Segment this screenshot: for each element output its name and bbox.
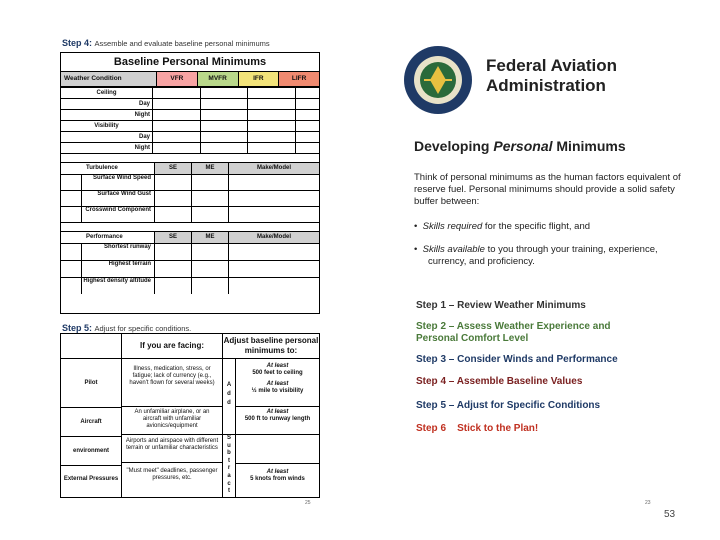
environment-desc: Airports and airspace with different terrain or unfamiliar characteristics (122, 435, 222, 463)
add-letter: d (227, 391, 231, 397)
step5-desc: Adjust for specific conditions. (94, 324, 192, 333)
org-line-1: Federal Aviation (486, 56, 617, 75)
aircraft-desc: An unfamiliar airplane, or an aircraft with unfamiliar avionics/equipment (122, 407, 222, 435)
visibility-night: Night (61, 143, 153, 154)
adjust-header: Adjust baseline personal minimums to: (223, 336, 319, 355)
performance-label: Performance (61, 232, 155, 243)
visibility-day: Day (61, 132, 153, 143)
bullet-1-em: Skills required (422, 221, 483, 232)
bullet-dot: • (414, 221, 423, 232)
heading-em: Personal (493, 138, 553, 154)
weather-header-row (61, 72, 319, 87)
step-5: Step 5 – Adjust for Specific Conditions (416, 400, 601, 411)
vfr-cell: VFR (157, 72, 198, 86)
performance-header-row (61, 232, 319, 244)
turb-me: ME (192, 163, 229, 174)
performance-rows (61, 244, 319, 294)
external-desc: "Must meet" deadlines, passenger pressures, etc. (126, 468, 218, 481)
step-2: Step 2 – Assess Weather Experience and Personal Comfort Level (416, 321, 611, 344)
factor-aircraft: Aircraft (61, 408, 121, 437)
bullet-2-em: Skills available (422, 244, 485, 255)
subtract-label (223, 435, 235, 497)
step-4: Step 4 – Assemble Baseline Values (416, 376, 583, 387)
subtract-letter: b (227, 450, 231, 457)
turbulence-label: Turbulence (61, 163, 155, 174)
bullet-2-rest: to you through your training, experience, currency, and proficiency. (428, 244, 658, 267)
perf-se: SE (155, 232, 192, 243)
add-label (223, 359, 235, 435)
weather-grid (61, 87, 319, 154)
subtract-letter: t (228, 457, 230, 464)
step-3: Step 3 – Consider Winds and Performance (416, 354, 618, 365)
aircraft-adj-2: 500 ft to runway length (244, 416, 311, 422)
bullet-1 (414, 221, 686, 233)
pilot-adj-3: At least (266, 381, 289, 387)
page-heading (414, 138, 626, 154)
pilot-adj-1: At least (266, 363, 289, 369)
footer-page-left: 25 (305, 500, 311, 506)
surface-wind-speed: Surface Wind Speed (82, 175, 155, 190)
add-letter: A (226, 382, 232, 388)
pilot-adj-4: ½ mile to visibility (251, 388, 304, 394)
ceiling-label: Ceiling (61, 88, 153, 99)
mvfr-cell: MVFR (198, 72, 239, 86)
org-name (486, 56, 617, 96)
step4-title: Step 4: (62, 38, 93, 48)
step5-title: Step 5: (62, 323, 93, 333)
perf-me: ME (192, 232, 229, 243)
ifr-cell: IFR (239, 72, 280, 86)
org-line-2: Administration (486, 76, 606, 95)
bullet-1-rest: for the specific flight, and (484, 221, 591, 232)
turbulence-rows (61, 175, 319, 223)
weather-condition-label: Weather Condition (61, 72, 157, 86)
page-number: 53 (664, 509, 676, 520)
step4-heading (62, 38, 332, 48)
aircraft-adj-1: At least (266, 409, 289, 415)
subtract-letter: c (227, 480, 231, 487)
faa-seal-icon (402, 44, 474, 116)
pilot-desc: Illness, medication, stress, or fatigue; lack of currency (e.g., haven't flown for several weeks) (122, 359, 222, 407)
steps-list (416, 300, 666, 435)
subtract-letter: a (227, 472, 231, 479)
perf-make-model: Make/Model (229, 232, 319, 243)
shortest-runway: Shortest runway (82, 244, 155, 260)
heading-post: Minimums (556, 138, 626, 154)
heading-pre: Developing (414, 138, 490, 154)
visibility-label: Visibility (61, 121, 153, 132)
facing-header: If you are facing: (122, 334, 223, 358)
baseline-minimums-table (60, 52, 320, 314)
turb-se: SE (155, 163, 192, 174)
ceiling-night: Night (61, 110, 153, 121)
intro-text: Think of personal minimums as the human factors equivalent of reserve fuel. Personal minimums should provide a solid safety buffer between: (414, 172, 681, 207)
external-adj-1: At least (266, 469, 289, 475)
table-title: Baseline Personal Minimums (61, 53, 319, 72)
turb-make-model: Make/Model (229, 163, 319, 174)
subtract-letter: u (227, 442, 231, 449)
factor-environment: environment (61, 437, 121, 466)
turbulence-header-row (61, 163, 319, 175)
subtract-letter: S (226, 435, 231, 441)
bullet-2 (414, 244, 693, 268)
highest-density-altitude: Highest density altitude (82, 278, 155, 294)
lifr-cell: LIFR (279, 72, 319, 86)
subtract-letter: t (228, 488, 230, 495)
surface-wind-gust: Surface Wind Gust (82, 191, 155, 206)
footer-page-right: 23 (645, 500, 651, 506)
adjust-table (60, 333, 320, 498)
pilot-adj-2: 500 feet to ceiling (252, 370, 303, 376)
add-letter: d (227, 400, 231, 406)
step4-desc: Assemble and evaluate baseline personal minimums (94, 39, 270, 48)
ceiling-day: Day (61, 99, 153, 110)
crosswind-component: Crosswind Component (82, 207, 155, 222)
step-1: Step 1 – Review Weather Minimums (416, 300, 586, 311)
subtract-letter: r (227, 465, 231, 472)
step5-heading (62, 323, 332, 333)
bullet-dot: • (414, 244, 423, 255)
step-6: Step 6 Stick to the Plan! (416, 423, 539, 434)
external-adj-2: 5 knots from winds (250, 476, 305, 482)
highest-terrain: Highest terrain (82, 261, 155, 277)
factor-pilot: Pilot (61, 359, 121, 408)
faa-seal (402, 44, 474, 121)
factor-external-pressures: External Pressures (63, 476, 119, 482)
